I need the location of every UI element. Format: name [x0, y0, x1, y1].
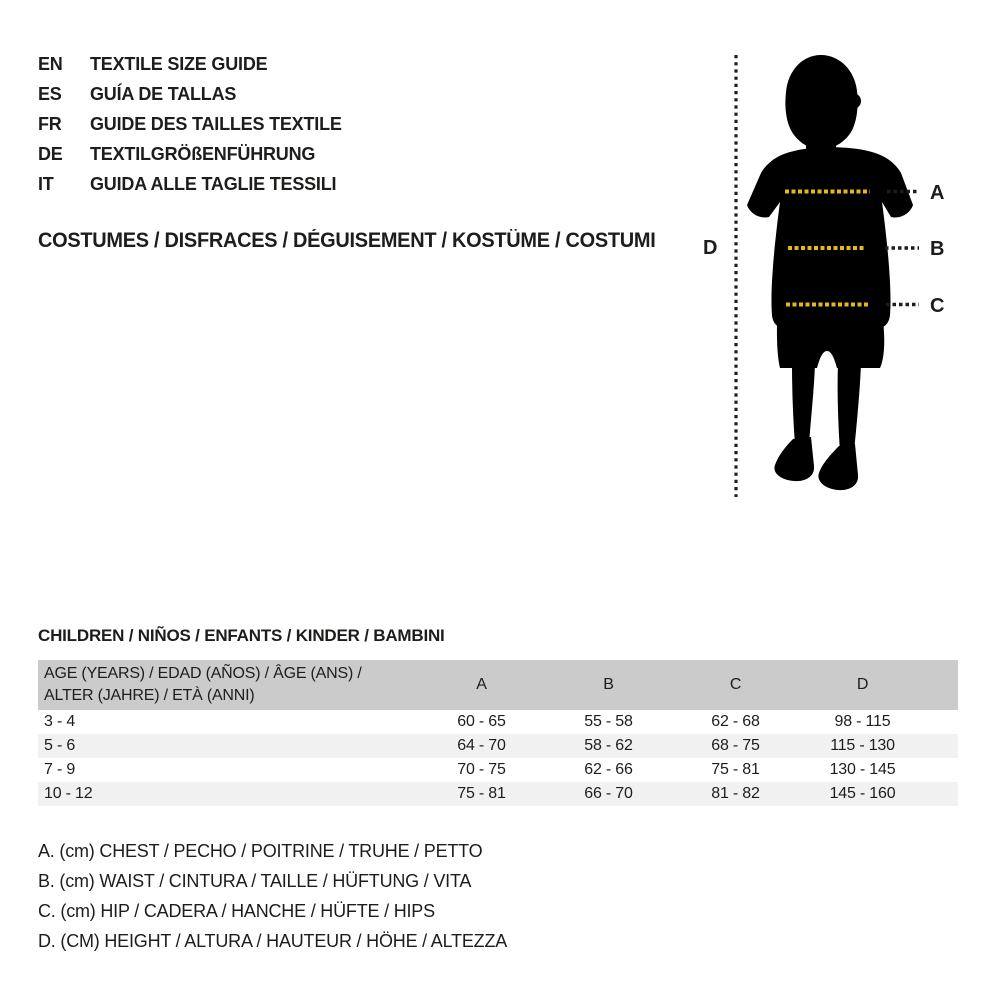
language-row-it	[38, 169, 342, 199]
column-header-d: D	[799, 660, 958, 710]
height-cell: 115 - 130	[799, 734, 958, 758]
silhouette-hair	[845, 93, 861, 109]
silhouette-right-leg	[838, 364, 861, 452]
language-code: DE	[38, 143, 63, 164]
language-row-en	[38, 49, 342, 79]
age-column-header	[38, 660, 418, 710]
size-table	[38, 660, 958, 806]
language-row-fr	[38, 109, 342, 139]
height-cell: 130 - 145	[829, 761, 896, 778]
measure-label-c: C	[930, 295, 945, 317]
legend-item-chest: A. (cm) CHEST / PECHO / POITRINE / TRUHE / PETTO	[38, 840, 483, 861]
waist-cell: 66 - 70	[545, 782, 672, 806]
age-cell: 3 - 4	[44, 713, 76, 730]
child-silhouette-diagram	[690, 35, 970, 505]
silhouette-right-shoe	[818, 444, 858, 490]
language-row-es	[38, 79, 342, 109]
measure-label-b: B	[930, 238, 945, 260]
measure-label-a: A	[930, 182, 945, 204]
legend-item-height: D. (CM) HEIGHT / ALTURA / HAUTEUR / HÖHE / ALTEZZA	[38, 930, 508, 951]
chest-cell: 75 - 81	[418, 782, 545, 806]
category-title: COSTUMES / DISFRACES / DÉGUISEMENT / KOSTÜME / COSTUMI	[38, 229, 656, 252]
language-label: GUIDE DES TAILLES TEXTILE	[90, 113, 342, 134]
measurement-figure	[690, 35, 970, 505]
language-label: TEXTILE SIZE GUIDE	[90, 53, 268, 74]
table-row	[38, 782, 958, 806]
legend-item-waist: B. (cm) WAIST / CINTURA / TAILLE / HÜFTUNG / VITA	[38, 870, 472, 891]
age-cell: 5 - 6	[38, 734, 418, 758]
table-row	[38, 734, 958, 758]
language-list	[38, 49, 342, 199]
silhouette-left-leg	[792, 364, 815, 445]
age-header-line2: ALTER (JAHRE) / ETÀ (ANNI)	[44, 687, 255, 704]
waist-cell: 62 - 66	[584, 761, 633, 778]
waist-cell: 58 - 62	[545, 734, 672, 758]
chest-cell: 70 - 75	[457, 761, 506, 778]
language-code: ES	[38, 83, 62, 104]
hip-cell: 75 - 81	[711, 761, 760, 778]
language-code: FR	[38, 113, 62, 134]
waist-cell: 55 - 58	[584, 713, 633, 730]
table-row	[38, 710, 958, 734]
age-header-line1: AGE (YEARS) / EDAD (AÑOS) / ÂGE (ANS) /	[44, 665, 362, 682]
size-table-header-row	[38, 660, 958, 710]
language-row-de	[38, 139, 342, 169]
age-cell: 10 - 12	[38, 782, 418, 806]
chest-cell: 60 - 65	[457, 713, 506, 730]
hip-cell: 81 - 82	[672, 782, 799, 806]
language-label: GUÍA DE TALLAS	[90, 83, 237, 104]
language-label: TEXTILGRÖßENFÜHRUNG	[90, 143, 316, 164]
chest-cell: 64 - 70	[418, 734, 545, 758]
legend-item-hip: C. (cm) HIP / CADERA / HANCHE / HÜFTE / HIPS	[38, 900, 435, 921]
table-row	[38, 758, 958, 782]
language-code: IT	[38, 173, 54, 194]
language-code: EN	[38, 53, 63, 74]
height-cell: 145 - 160	[799, 782, 958, 806]
measure-label-d: D	[703, 237, 718, 259]
hip-cell: 62 - 68	[711, 713, 760, 730]
height-cell: 98 - 115	[834, 713, 891, 730]
measurement-legend	[38, 836, 507, 956]
section-title-children: CHILDREN / NIÑOS / ENFANTS / KINDER / BAMBINI	[38, 626, 445, 645]
language-label: GUIDA ALLE TAGLIE TESSILI	[90, 173, 337, 194]
silhouette-left-shoe	[774, 437, 814, 481]
age-cell: 7 - 9	[44, 761, 76, 778]
hip-cell: 68 - 75	[672, 734, 799, 758]
column-header-b: B	[545, 660, 672, 710]
column-header-a: A	[418, 660, 545, 710]
child-silhouette	[747, 55, 913, 490]
column-header-c: C	[672, 660, 799, 710]
